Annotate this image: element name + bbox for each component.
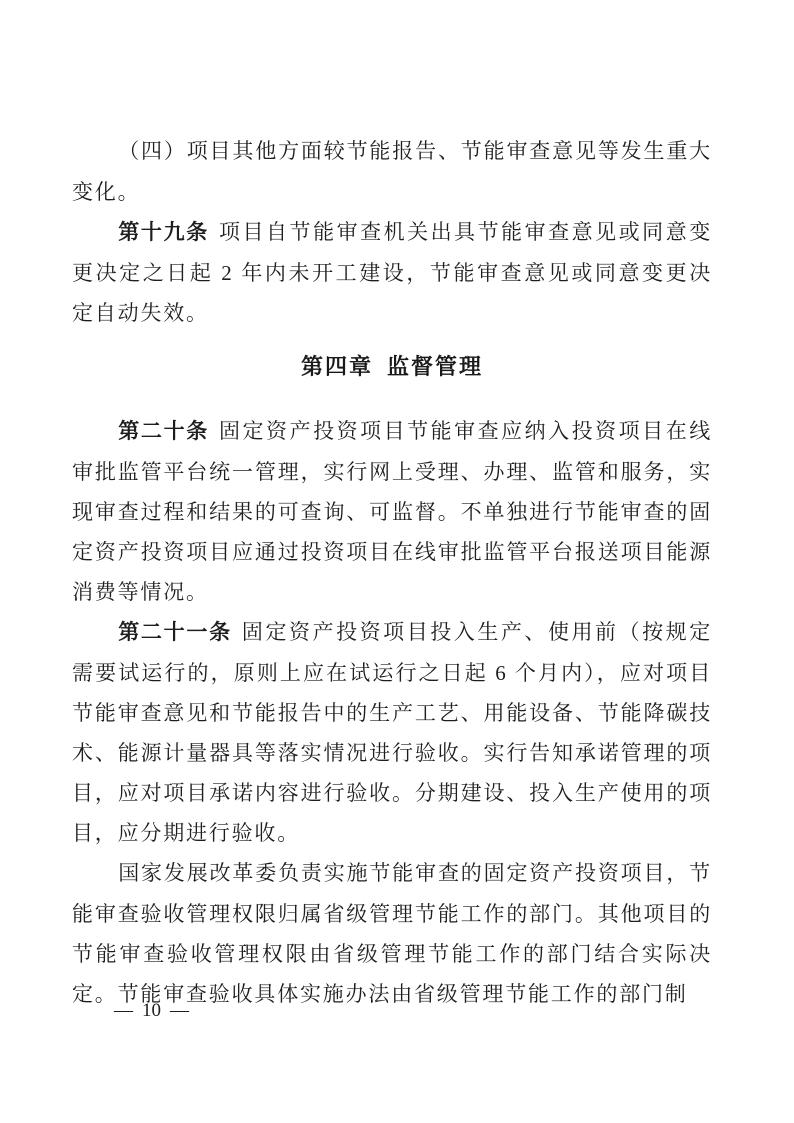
article-21-paragraph: [72, 612, 712, 853]
chapter-4-heading: [72, 347, 712, 387]
page-number: 10: [142, 1000, 161, 1021]
page-footer: [114, 997, 189, 1025]
article-20-number: 第二十条: [118, 420, 210, 443]
article-19-number: 第十九条: [118, 221, 210, 244]
paragraph-text: （四）项目其他方面较节能报告、节能审查意见等发生重大变化。: [72, 139, 712, 204]
footer-dash-right: —: [170, 1000, 189, 1021]
paragraph-text: 固定资产投资项目节能审查应纳入投资项目在线审批监管平台统一管理，实行网上受理、办理、监管和服务，实现审查过程和结果的可查询、可监督。不单独进行节能审查的固定资产投资项目应通过投资项目在线审批监管平台报送项目能源消费等情况。: [72, 419, 712, 604]
page-body: [72, 131, 712, 1014]
paragraph-text: 国家发展改革委负责实施节能审查的固定资产投资项目，节能审查验收管理权限归属省级管理节能工作的部门。其他项目的节能审查验收管理权限由省级管理节能工作的部门结合实际决定。节能审查验收具体实施办法由省级管理节能工作的部门制: [72, 861, 712, 1006]
chapter-title: 监督管理: [387, 354, 484, 379]
paragraph-text: 固定资产投资项目投入生产、使用前（按规定需要试运行的，原则上应在试运行之日起 6 个月内），应对项目节能审查意见和节能报告中的生产工艺、用能设备、节能降碳技术、能源计量器具等落实情况进行验收。实行告知承诺管理的项目，应对项目承诺内容进行验收。分期建设、投入生产使用的项目，应分期进行验收。: [72, 620, 713, 845]
paragraph-text: 项目自节能审查机关出具节能审查意见或同意变更决定之日起 2 年内未开工建设，节能审查意见或同意变更决定自动失效。: [72, 220, 712, 325]
footer-dash-left: —: [114, 1000, 133, 1021]
article-20-paragraph: [72, 411, 712, 612]
article-21-number: 第二十一条: [118, 621, 232, 644]
clause-4-paragraph: [72, 131, 712, 212]
body-paragraph: [72, 853, 712, 1014]
chapter-number: 第四章: [300, 354, 373, 379]
article-19-paragraph: [72, 212, 712, 333]
